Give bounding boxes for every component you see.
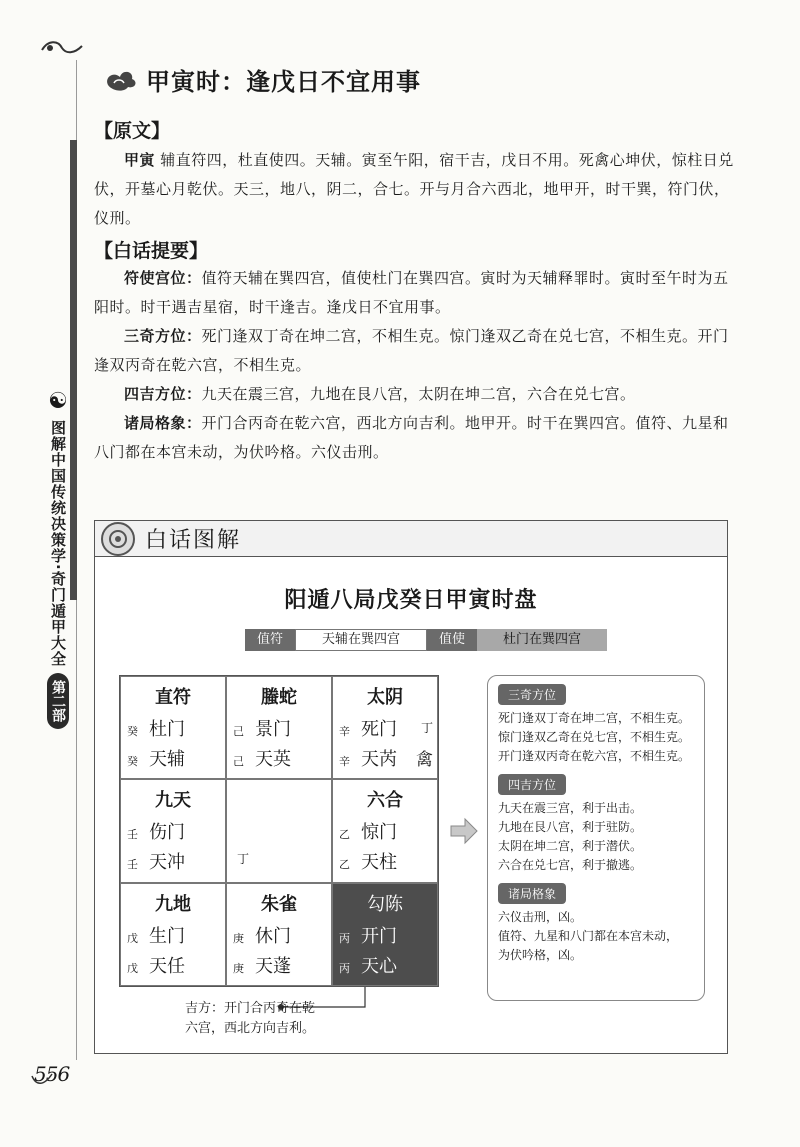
star: 天柱 — [361, 852, 397, 874]
chart-title: 阳遁八局戊癸日甲寅时盘 — [284, 588, 538, 613]
gate: 死门 — [361, 719, 397, 740]
gate: 惊门 — [361, 822, 397, 844]
stem: 丙 — [339, 961, 350, 975]
right-arrow-icon — [449, 817, 479, 845]
palace-cell — [226, 883, 332, 986]
yin-yang-icon: ☯ — [48, 389, 68, 414]
palace-cell — [120, 883, 226, 986]
para-text: 开门合丙奇在乾六宫，西北方向吉利。地甲开。时干在巽四宫。值符、九星和八门都在本宫未动，为伏吟格。六仪击刑。 — [94, 414, 729, 461]
illustration-box — [94, 520, 728, 1054]
gate: 伤门 — [149, 822, 185, 844]
star: 天心 — [361, 955, 397, 977]
deity-name: 直符 — [155, 687, 191, 708]
palace-cell-highlighted — [332, 883, 438, 986]
summary-line: 九地在艮八宫，利于驻防。 — [498, 820, 643, 834]
para-text: 九天在震三宫，九地在艮八宫，太阴在坤二宫，六合在兑七宫。 — [201, 385, 636, 403]
star: 天任 — [149, 955, 185, 977]
star-extra: 禽 — [416, 750, 433, 770]
summary-line: 九天在震三宫，利于出击。 — [498, 801, 643, 815]
gate: 开门 — [361, 925, 397, 947]
para-label: 三奇方位： — [124, 327, 202, 345]
stem: 辛 — [339, 755, 350, 768]
para-label: 符使宫位： — [124, 269, 202, 287]
vernacular-para — [94, 380, 734, 409]
summary-category: 诸局格象 — [498, 883, 566, 904]
palace-cell — [226, 676, 332, 779]
page-swirl-icon — [30, 1072, 54, 1086]
callout-note — [185, 999, 315, 1039]
palace-cell-center — [226, 779, 332, 882]
star: 天英 — [255, 749, 291, 770]
vernacular-para — [94, 409, 734, 467]
original-heading: 【原文】 — [94, 120, 171, 142]
summary-category: 四吉方位 — [498, 774, 566, 795]
stem: 戊 — [127, 961, 138, 975]
summary-category: 三奇方位 — [498, 684, 566, 705]
side-book-title — [44, 390, 72, 729]
original-lead: 甲寅 — [124, 151, 156, 169]
summary-line: 值符、九星和八门都在本宫未动， — [498, 929, 679, 943]
deity-name: 螣蛇 — [261, 687, 297, 708]
page-number — [34, 1062, 69, 1086]
corner-ornament-icon — [40, 36, 84, 58]
para-text: 值符天辅在巽四宫，值使杜门在巽四宫。寅时为天辅释罪时。寅时至午时为五阳时。时干遇吉星宿，时干逢吉。逢戊日不宜用事。 — [94, 269, 729, 316]
section-title — [104, 62, 421, 97]
vernacular-para — [94, 322, 734, 380]
star: 天蓬 — [255, 955, 291, 977]
illustration-header — [95, 521, 727, 557]
original-body: 辅直符四，杜直使四。天辅。寅至午阳，宿干吉，戊日不用。死禽心坤伏，惊柱日兑伏，开墓心月乾伏。天三，地八，阴二，合七。开与月合六西北，地甲开，时干巽，符门伏，仪刑。 — [94, 151, 734, 227]
summary-line: 惊门逢双乙奇在兑七宫，不相生克。 — [498, 730, 691, 744]
callout-line: 吉方：开门合丙奇在乾 — [185, 1001, 316, 1016]
deity-name: 九地 — [155, 893, 191, 915]
stem: 癸 — [127, 725, 138, 738]
tag-bar — [245, 629, 607, 651]
vernacular-para — [94, 264, 734, 322]
original-text — [94, 146, 734, 233]
summary-section — [488, 774, 704, 875]
summary-line: 为伏吟格，凶。 — [498, 948, 583, 962]
callout-line: 六宫，西北方向吉利。 — [185, 1021, 316, 1036]
palace-cell — [332, 779, 438, 882]
gate: 休门 — [255, 925, 291, 947]
tag-value: 天辅在巽四宫 — [295, 629, 427, 651]
illustration-header-label: 白话图解 — [145, 528, 242, 553]
summary-section — [488, 684, 704, 766]
para-label: 四吉方位： — [124, 385, 202, 403]
tag-key: 值符 — [245, 629, 295, 651]
vernacular-heading: 【白话提要】 — [94, 240, 209, 262]
stem: 辛 — [339, 725, 350, 738]
gate: 生门 — [149, 925, 185, 947]
palace-cell — [332, 676, 438, 779]
stem: 乙 — [339, 828, 350, 842]
deity-name: 朱雀 — [261, 893, 297, 915]
summary-panel — [487, 675, 705, 1001]
palace-cell — [120, 676, 226, 779]
tag-key: 值使 — [427, 629, 477, 651]
stem: 乙 — [339, 858, 350, 872]
book-title-vertical: 图解中国传统决策学·奇门遁甲大全 — [49, 420, 67, 667]
page-title: 甲寅时：逢戊日不宜用事 — [146, 68, 421, 96]
summary-line: 太阴在坤二宫，利于潜伏。 — [498, 839, 643, 853]
cloud-ornament-icon — [104, 67, 138, 93]
para-label: 诸局格象： — [124, 414, 202, 432]
deity-name: 勾陈 — [367, 893, 403, 915]
seal-emblem-icon — [101, 522, 135, 556]
deity-name: 太阴 — [367, 687, 403, 708]
gate: 景门 — [255, 719, 291, 740]
stem: 丙 — [339, 931, 350, 945]
star: 天冲 — [149, 852, 185, 874]
summary-line: 六合在兑七宫，利于撤逃。 — [498, 858, 643, 872]
stem-extra: 丁 — [420, 721, 433, 735]
palace-cell — [120, 779, 226, 882]
stem: 戊 — [127, 931, 138, 945]
summary-line: 开门逢双丙奇在乾六宫，不相生克。 — [498, 749, 691, 763]
stem: 庚 — [233, 931, 244, 945]
stem: 己 — [233, 755, 244, 768]
gate: 杜门 — [149, 719, 185, 740]
volume-badge: 第二部 — [47, 673, 69, 729]
stem: 庚 — [233, 961, 244, 975]
deity-name: 六合 — [367, 790, 403, 812]
stem: 壬 — [127, 828, 138, 842]
deity-name: 九天 — [155, 790, 191, 812]
star: 天辅 — [149, 749, 185, 770]
stem: 己 — [233, 725, 244, 738]
stem: 壬 — [127, 858, 138, 872]
summary-line: 六仪击刑，凶。 — [498, 910, 583, 924]
stem: 癸 — [127, 755, 138, 768]
star: 天芮 — [361, 749, 397, 770]
page-number-text: 556 — [34, 1062, 70, 1086]
center-stem: 丁 — [237, 852, 250, 867]
palace-grid — [119, 675, 439, 987]
summary-line: 死门逢双丁奇在坤二宫，不相生克。 — [498, 711, 691, 725]
summary-section — [488, 883, 704, 965]
para-text: 死门逢双丁奇在坤二宫，不相生克。惊门逢双乙奇在兑七宫，不相生克。开门逢双丙奇在乾六宫，不相生克。 — [94, 327, 729, 374]
tag-value: 杜门在巽四宫 — [477, 629, 607, 651]
